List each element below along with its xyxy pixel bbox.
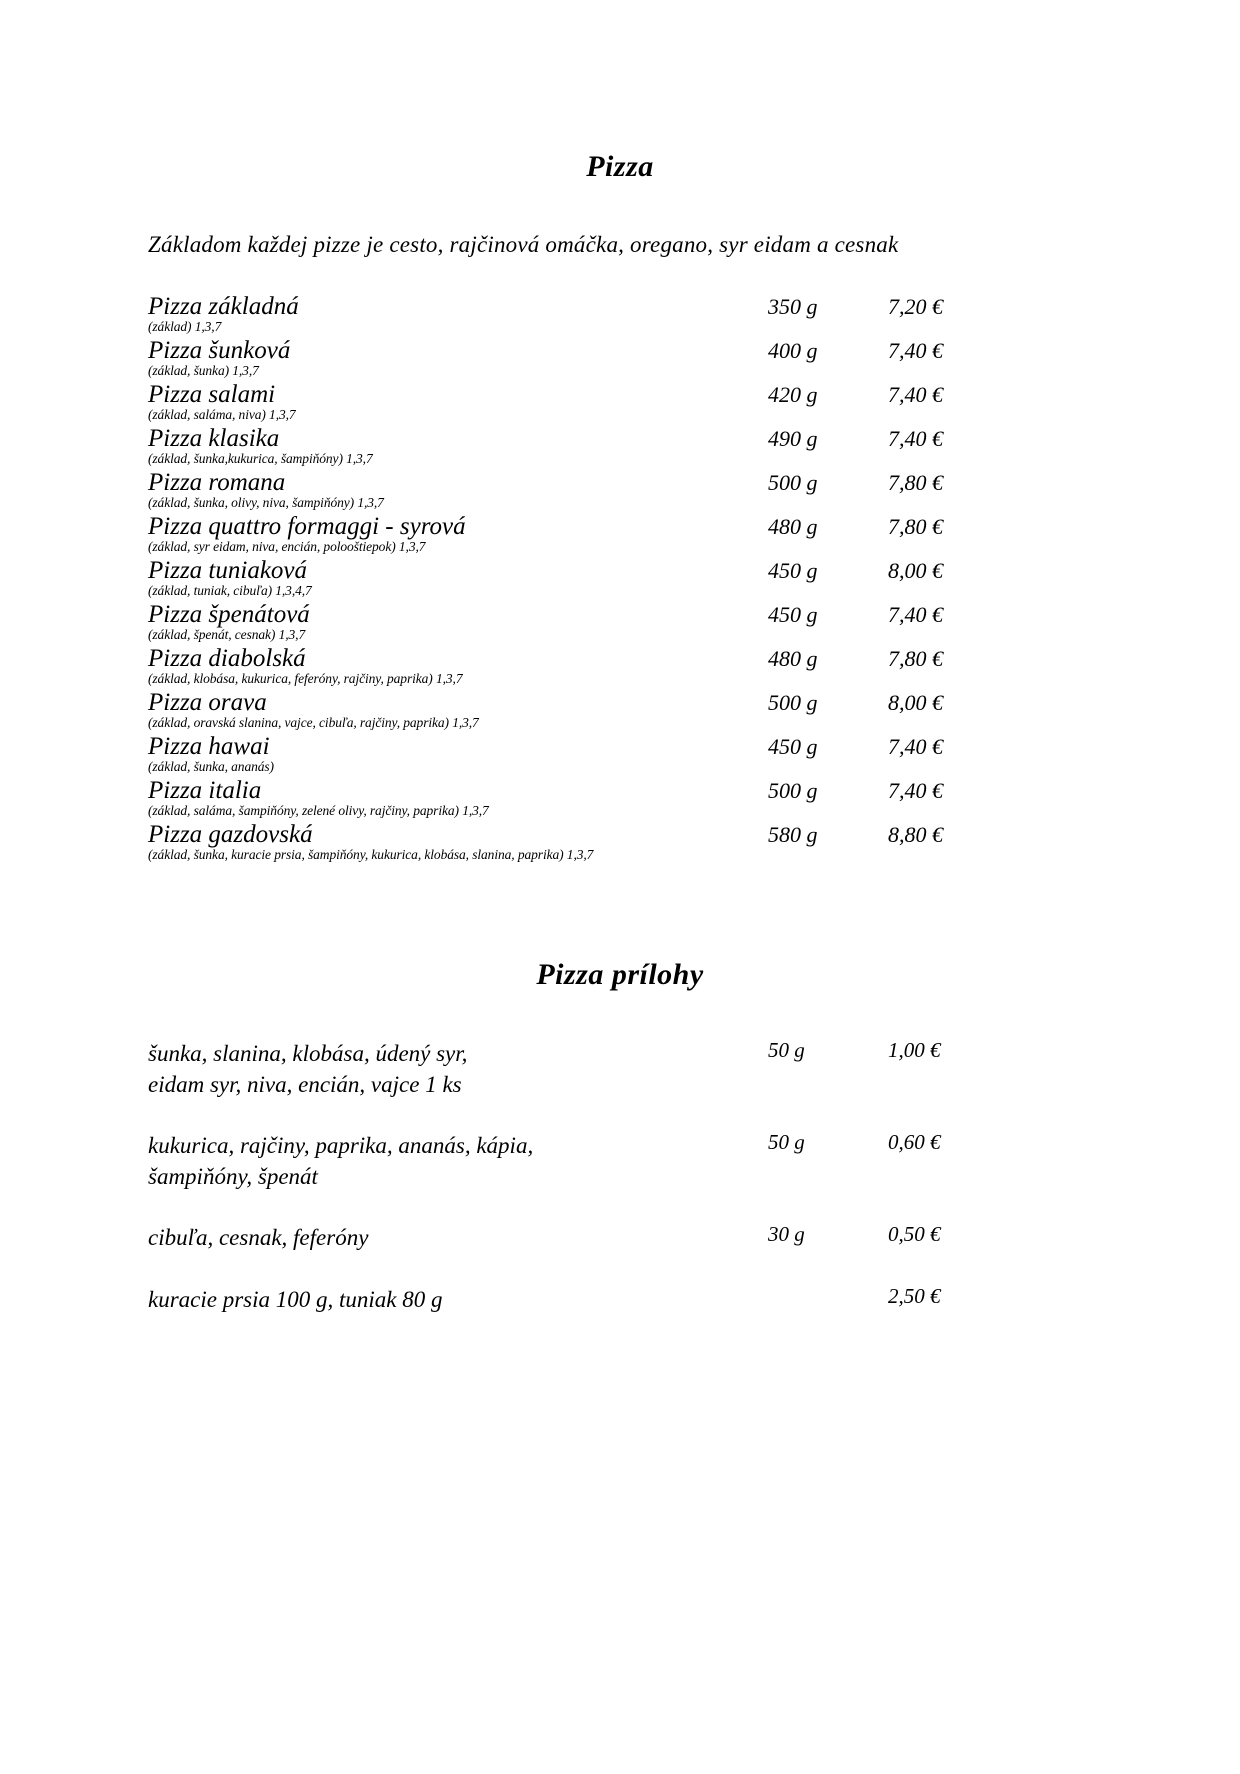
menu-item-description: (základ, špenát, cesnak) 1,3,7 <box>148 626 306 642</box>
menu-item-description: (základ, šunka, ananás) <box>148 758 274 774</box>
menu-item-description: (základ) 1,3,7 <box>148 318 222 334</box>
menu-item-price: 7,40 € <box>888 778 943 804</box>
menu-item-main <box>148 556 1092 586</box>
menu-item-price: 8,00 € <box>888 558 943 584</box>
menu-item-weight: 500 g <box>768 470 818 496</box>
menu-item-name: Pizza špenátová <box>148 601 310 629</box>
menu-item-name: Pizza klasika <box>148 425 280 453</box>
side-item-price: 0,60 € <box>888 1130 941 1155</box>
menu-item-weight: 400 g <box>768 338 818 364</box>
menu-item <box>148 424 1092 466</box>
pizza-menu-list <box>148 292 1092 862</box>
menu-item-price: 8,80 € <box>888 822 943 848</box>
menu-item-main <box>148 644 1092 674</box>
menu-item-description: (základ, tuniak, cibuľa) 1,3,4,7 <box>148 582 312 598</box>
menu-item-description: (základ, saláma, niva) 1,3,7 <box>148 406 296 422</box>
menu-item <box>148 292 1092 334</box>
menu-item-main <box>148 776 1092 806</box>
menu-item-description: (základ, šunka, olivy, niva, šampiňóny) 1,3,7 <box>148 494 384 510</box>
menu-item-price: 7,40 € <box>888 734 943 760</box>
menu-item-weight: 500 g <box>768 778 818 804</box>
menu-item <box>148 820 1092 862</box>
menu-item <box>148 732 1092 774</box>
menu-item-price: 7,40 € <box>888 602 943 628</box>
menu-item-weight: 350 g <box>768 294 818 320</box>
menu-page <box>0 20 1240 1774</box>
side-item <box>148 1130 1092 1192</box>
side-item <box>148 1284 1092 1315</box>
pizza-intro-text: Základom každej pizze je cesto, rajčinová omáčka, oregano, syr eidam a cesnak <box>148 232 899 258</box>
menu-item-weight: 480 g <box>768 646 818 672</box>
side-item-name: kukurica, rajčiny, paprika, ananás, kápia, šampiňóny, špenát <box>148 1133 534 1190</box>
menu-item-main <box>148 468 1092 498</box>
menu-item-price: 8,00 € <box>888 690 943 716</box>
menu-item-price: 7,80 € <box>888 514 943 540</box>
menu-item-price: 7,40 € <box>888 426 943 452</box>
menu-item <box>148 556 1092 598</box>
side-item-name: cibuľa, cesnak, feferóny <box>148 1225 369 1251</box>
menu-item-name: Pizza salami <box>148 381 276 409</box>
menu-item-weight: 420 g <box>768 382 818 408</box>
menu-item-description: (základ, šunka,kukurica, šampiňóny) 1,3,7 <box>148 450 373 466</box>
side-item-price: 1,00 € <box>888 1038 941 1063</box>
menu-item-name: Pizza gazdovská <box>148 821 313 849</box>
menu-item-price: 7,40 € <box>888 382 943 408</box>
menu-item-description: (základ, syr eidam, niva, encián, polooštiepok) 1,3,7 <box>148 538 426 554</box>
menu-item-name: Pizza tuniaková <box>148 557 308 585</box>
page-title-pizza-prilohy: Pizza prílohy <box>536 958 704 992</box>
menu-item-main <box>148 600 1092 630</box>
menu-item-description: (základ, oravská slanina, vajce, cibuľa, rajčiny, paprika) 1,3,7 <box>148 714 479 730</box>
menu-item-price: 7,20 € <box>888 294 943 320</box>
menu-item-main <box>148 732 1092 762</box>
menu-item-weight: 580 g <box>768 822 818 848</box>
menu-item-description: (základ, klobása, kukurica, feferóny, rajčiny, paprika) 1,3,7 <box>148 670 463 686</box>
menu-item-main <box>148 336 1092 366</box>
side-item-weight: 30 g <box>768 1222 805 1247</box>
menu-item <box>148 600 1092 642</box>
menu-item-main <box>148 688 1092 718</box>
menu-item-price: 7,80 € <box>888 470 943 496</box>
side-item-price: 0,50 € <box>888 1222 941 1247</box>
side-item-weight: 50 g <box>768 1130 805 1155</box>
menu-item-main <box>148 820 1092 850</box>
menu-item-weight: 500 g <box>768 690 818 716</box>
side-item-weight: 50 g <box>768 1038 805 1063</box>
side-item-name: kuracie prsia 100 g, tuniak 80 g <box>148 1286 443 1312</box>
page-title-pizza: Pizza <box>586 150 654 184</box>
menu-item <box>148 380 1092 422</box>
menu-item <box>148 336 1092 378</box>
menu-item-weight: 450 g <box>768 558 818 584</box>
pizza-sides-list <box>148 1038 1092 1314</box>
menu-item <box>148 644 1092 686</box>
side-item-name: šunka, slanina, klobása, údený syr, eidam syr, niva, encián, vajce 1 ks <box>148 1041 468 1098</box>
menu-item-name: Pizza orava <box>148 689 267 717</box>
menu-item-weight: 450 g <box>768 602 818 628</box>
menu-item-main <box>148 424 1092 454</box>
menu-item-main <box>148 292 1092 322</box>
menu-item-name: Pizza quattro formaggi - syrová <box>148 513 466 541</box>
menu-item <box>148 776 1092 818</box>
side-item <box>148 1038 1092 1100</box>
menu-item-name: Pizza hawai <box>148 733 270 761</box>
menu-item-name: Pizza diabolská <box>148 645 306 673</box>
menu-item-name: Pizza šunková <box>148 337 291 365</box>
menu-item-weight: 450 g <box>768 734 818 760</box>
menu-item-description: (základ, saláma, šampiňóny, zelené olivy, rajčiny, paprika) 1,3,7 <box>148 802 489 818</box>
side-item <box>148 1222 1092 1253</box>
menu-item-name: Pizza italia <box>148 777 262 805</box>
menu-item-price: 7,40 € <box>888 338 943 364</box>
menu-item <box>148 688 1092 730</box>
menu-item-main <box>148 512 1092 542</box>
menu-item-main <box>148 380 1092 410</box>
menu-item-description: (základ, šunka, kuracie prsia, šampiňóny, kukurica, klobása, slanina, paprika) 1,3,7 <box>148 846 594 862</box>
menu-item-weight: 490 g <box>768 426 818 452</box>
menu-item-weight: 480 g <box>768 514 818 540</box>
side-item-price: 2,50 € <box>888 1283 941 1308</box>
menu-item <box>148 512 1092 554</box>
menu-item-description: (základ, šunka) 1,3,7 <box>148 362 259 378</box>
menu-item-name: Pizza romana <box>148 469 286 497</box>
menu-item-price: 7,80 € <box>888 646 943 672</box>
menu-item-name: Pizza základná <box>148 293 299 321</box>
menu-item <box>148 468 1092 510</box>
